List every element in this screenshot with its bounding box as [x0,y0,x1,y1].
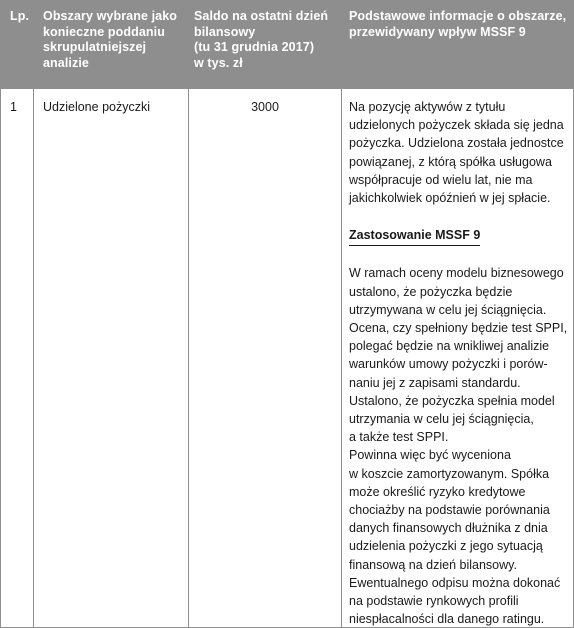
row-lp: 1 [10,100,17,114]
row-area: Udzielone pożyczki [43,100,150,114]
table-header [0,0,574,88]
column-divider [188,0,189,628]
row-info [349,98,571,628]
subheading-underline [349,245,480,246]
column-divider [33,0,34,628]
row-balance: 3000 [251,100,279,114]
column-divider [341,0,342,628]
header-info: Podstawowe informacje o obszarze, przewidywany wpływ MSSF 9 [349,9,567,39]
column-divider [0,0,1,628]
header-balance: Saldo na ostatni dzień bilansowy (tu 31 grudnia 2017) w tys. zł [194,9,329,70]
row-divider [0,88,574,89]
info-body: W ramach oceny modelu biznesowego ustalono, że pożyczka będzie utrzymywana w celu jej ściągnięcia. Ocena, czy spełniony będzie test SPPI, polegać będzie na wnikliwej analizie warunków umowy pożyczki i porów- naniu jej z zapisami standardu. Ustalono, że pożyczka spełnia model utrzymania w celu jej ściągnięcia, a także test SPPI. Powinna więc być wyceniona w koszcie zamortyzowanym. Spółka może określić ryzyko kredytowe chociażby na podstawie porównania danych finansowych dłużnika z dnia udzielenia pożyczki z jego sytuacją finansową na dzień bilansowy. Ewentualnego odpisu można dokonać na podstawie rynkowych profili niespłacalności dla danego ratingu. [349,266,568,627]
header-lp: Lp. [10,9,30,23]
info-subheading: Zastosowanie MSSF 9 [349,228,481,243]
info-intro: Na pozycję aktywów z tytułu udzielonych pożyczek składa się jedna pożyczka. Udzielona została jednostce powiązanej, z którą spółka usługowa współpracuje od wielu lat, nie ma jakichkolwiek opóźnień w jej spłacie. [349,100,564,206]
header-area: Obszary wybrane jako konieczne poddaniu skrupulatniejszej analizie [43,9,178,70]
